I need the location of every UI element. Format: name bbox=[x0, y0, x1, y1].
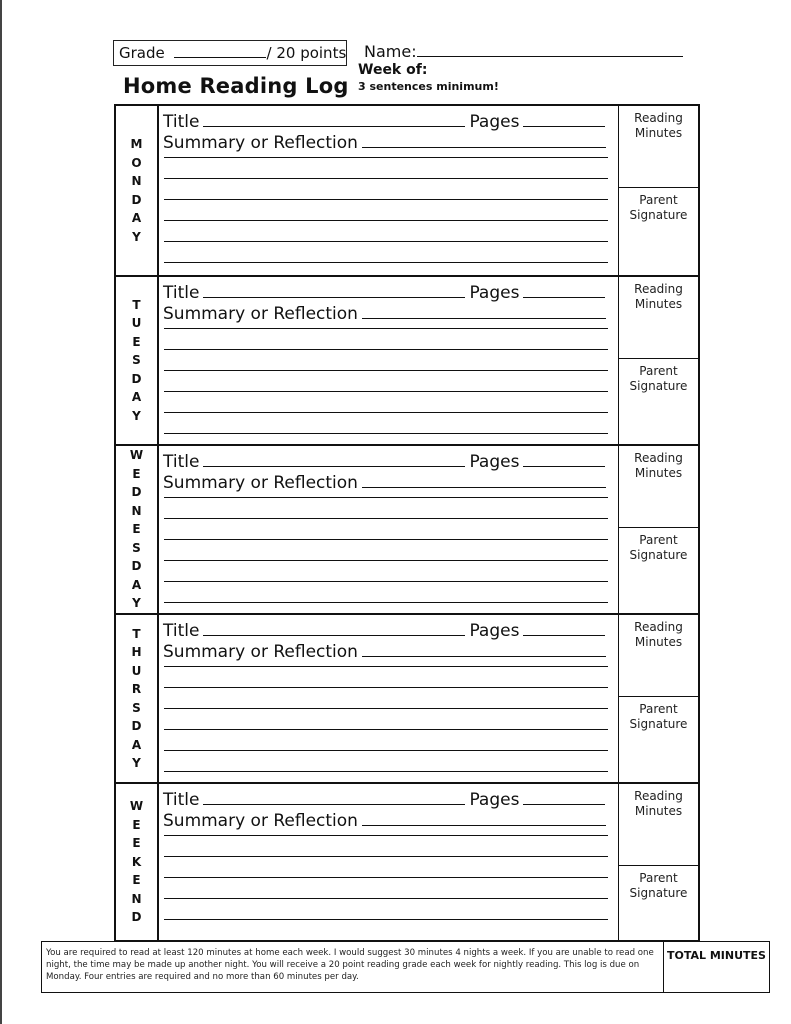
name-blank[interactable] bbox=[417, 56, 683, 57]
side-divider bbox=[619, 865, 698, 866]
writing-line[interactable] bbox=[164, 708, 608, 709]
writing-line[interactable] bbox=[164, 771, 608, 772]
title-line bbox=[163, 790, 605, 810]
day-label bbox=[116, 615, 159, 782]
side-column bbox=[618, 106, 698, 275]
day-letter: E bbox=[132, 334, 141, 349]
page-left-edge bbox=[0, 0, 2, 1024]
parent-signature-cell[interactable]: Parent Signature bbox=[629, 702, 688, 731]
title-label: Title bbox=[163, 283, 200, 303]
writing-line[interactable] bbox=[164, 157, 608, 158]
day-letter: N bbox=[131, 174, 142, 188]
total-minutes-cell[interactable] bbox=[663, 942, 769, 992]
day-letter: D bbox=[131, 719, 142, 733]
day-letter: A bbox=[131, 390, 142, 405]
writing-line[interactable] bbox=[164, 199, 608, 200]
summary-label: Summary or Reflection bbox=[163, 133, 358, 153]
day-letter: E bbox=[132, 522, 141, 537]
day-letter: T bbox=[132, 297, 141, 312]
day-letter: D bbox=[131, 192, 142, 207]
summary-line bbox=[163, 811, 606, 831]
reading-minutes-cell[interactable]: Reading Minutes bbox=[634, 451, 683, 480]
summary-blank[interactable] bbox=[362, 825, 606, 826]
writing-line[interactable] bbox=[164, 919, 608, 920]
entry-area bbox=[159, 446, 618, 613]
title-label: Title bbox=[163, 790, 200, 810]
day-letter: W bbox=[129, 448, 144, 463]
writing-line[interactable] bbox=[164, 750, 608, 751]
day-letter: A bbox=[131, 211, 142, 225]
day-letter: S bbox=[132, 540, 141, 555]
side-column bbox=[618, 446, 698, 613]
pages-label: Pages bbox=[469, 621, 520, 641]
day-row-weekend bbox=[116, 782, 698, 940]
day-letter: E bbox=[132, 873, 141, 888]
instructions-text: You are required to read at least 120 minutes at home each week. I would suggest 30 minutes 4 nights a week. If you are unable to read one night, the time may be made up another night. You will receive a 20 point reading grade each week for nightly reading. This log is due on Monday. Four entries are required and no more than 60 minutes per day. bbox=[46, 948, 654, 982]
writing-line[interactable] bbox=[164, 178, 608, 179]
day-letter: H bbox=[131, 645, 142, 659]
title-line bbox=[163, 621, 605, 641]
title-label: Title bbox=[163, 452, 200, 472]
side-column bbox=[618, 615, 698, 782]
entry-area bbox=[159, 784, 618, 940]
reading-minutes-cell[interactable]: Reading Minutes bbox=[634, 620, 683, 649]
day-label bbox=[116, 446, 159, 613]
summary-blank[interactable] bbox=[362, 318, 606, 319]
day-letter: Y bbox=[132, 229, 141, 244]
writing-line[interactable] bbox=[164, 349, 608, 350]
entry-area bbox=[159, 277, 618, 444]
title-line bbox=[163, 112, 605, 132]
reading-minutes-cell[interactable]: Reading Minutes bbox=[634, 282, 683, 311]
day-letter: A bbox=[131, 577, 142, 592]
title-label: Title bbox=[163, 621, 200, 641]
day-letter: Y bbox=[132, 596, 141, 611]
writing-line[interactable] bbox=[164, 497, 608, 498]
day-letter: Y bbox=[132, 756, 141, 770]
reading-minutes-cell[interactable]: Reading Minutes bbox=[634, 789, 683, 818]
title-label: Title bbox=[163, 112, 200, 132]
title-line bbox=[163, 283, 605, 303]
entry-area bbox=[159, 615, 618, 782]
writing-line[interactable] bbox=[164, 729, 608, 730]
day-letter: U bbox=[131, 663, 142, 678]
day-letter: A bbox=[131, 737, 142, 752]
writing-line[interactable] bbox=[164, 666, 608, 667]
summary-label: Summary or Reflection bbox=[163, 473, 358, 493]
title-blank[interactable] bbox=[203, 126, 465, 127]
day-letter: N bbox=[131, 891, 142, 906]
parent-signature-cell[interactable]: Parent Signature bbox=[629, 533, 688, 562]
writing-line[interactable] bbox=[164, 581, 608, 582]
day-letter: S bbox=[132, 700, 141, 715]
reading-minutes-cell[interactable]: Reading Minutes bbox=[634, 111, 683, 140]
day-row-monday bbox=[116, 106, 698, 275]
writing-line[interactable] bbox=[164, 220, 608, 221]
day-letter: R bbox=[131, 682, 142, 696]
summary-line bbox=[163, 304, 606, 324]
points-label: / 20 points bbox=[266, 44, 347, 62]
pages-blank[interactable] bbox=[523, 466, 605, 467]
name-label: Name: bbox=[364, 42, 417, 61]
summary-blank[interactable] bbox=[362, 147, 606, 148]
day-label bbox=[116, 277, 159, 444]
pages-blank[interactable] bbox=[523, 635, 605, 636]
day-letter: E bbox=[132, 466, 141, 481]
name-line bbox=[364, 42, 683, 61]
summary-blank[interactable] bbox=[362, 656, 606, 657]
day-letter: E bbox=[132, 817, 141, 832]
grade-label: Grade bbox=[119, 44, 165, 62]
day-letter: U bbox=[131, 316, 142, 331]
summary-label: Summary or Reflection bbox=[163, 811, 358, 831]
pages-blank[interactable] bbox=[523, 804, 605, 805]
summary-line bbox=[163, 133, 606, 153]
writing-line[interactable] bbox=[164, 602, 608, 603]
day-letter: O bbox=[131, 155, 142, 170]
writing-line[interactable] bbox=[164, 391, 608, 392]
writing-line[interactable] bbox=[164, 518, 608, 519]
summary-blank[interactable] bbox=[362, 487, 606, 488]
day-letter: T bbox=[132, 626, 141, 641]
day-letter: M bbox=[130, 137, 143, 151]
writing-line[interactable] bbox=[164, 877, 608, 878]
page-title: Home Reading Log bbox=[123, 74, 349, 98]
entry-area bbox=[159, 106, 618, 275]
summary-label: Summary or Reflection bbox=[163, 304, 358, 324]
title-blank[interactable] bbox=[203, 804, 465, 805]
side-divider bbox=[619, 358, 698, 359]
day-letter: D bbox=[131, 371, 142, 386]
day-letter: Y bbox=[132, 408, 141, 423]
reading-log-table bbox=[114, 104, 700, 942]
parent-signature-cell[interactable]: Parent Signature bbox=[629, 871, 688, 900]
day-row-tuesday bbox=[116, 275, 698, 444]
pages-label: Pages bbox=[469, 790, 520, 810]
day-letter: D bbox=[131, 485, 142, 500]
writing-line[interactable] bbox=[164, 560, 608, 561]
minimum-note: 3 sentences minimum! bbox=[358, 80, 499, 93]
writing-line[interactable] bbox=[164, 370, 608, 371]
writing-line[interactable] bbox=[164, 328, 608, 329]
pages-label: Pages bbox=[469, 452, 520, 472]
summary-line bbox=[163, 642, 606, 662]
title-blank[interactable] bbox=[203, 635, 465, 636]
writing-line[interactable] bbox=[164, 262, 608, 263]
side-divider bbox=[619, 187, 698, 188]
side-divider bbox=[619, 696, 698, 697]
writing-line[interactable] bbox=[164, 241, 608, 242]
grade-box bbox=[113, 40, 347, 66]
total-minutes-label: TOTAL MINUTES bbox=[667, 949, 766, 962]
day-letter: D bbox=[131, 559, 142, 574]
title-blank[interactable] bbox=[203, 466, 465, 467]
side-column bbox=[618, 784, 698, 940]
summary-label: Summary or Reflection bbox=[163, 642, 358, 662]
summary-line bbox=[163, 473, 606, 493]
writing-line[interactable] bbox=[164, 835, 608, 836]
day-letter: S bbox=[132, 353, 141, 368]
writing-line[interactable] bbox=[164, 412, 608, 413]
parent-signature-cell[interactable]: Parent Signature bbox=[629, 364, 688, 393]
day-letter: W bbox=[129, 799, 144, 814]
pages-blank[interactable] bbox=[523, 297, 605, 298]
parent-signature-cell[interactable]: Parent Signature bbox=[629, 193, 688, 222]
title-blank[interactable] bbox=[203, 297, 465, 298]
week-of-label: Week of: bbox=[358, 62, 428, 78]
title-line bbox=[163, 452, 605, 472]
footer-instructions-box bbox=[41, 941, 770, 993]
day-row-wednesday bbox=[116, 444, 698, 613]
side-column bbox=[618, 277, 698, 444]
pages-label: Pages bbox=[469, 283, 520, 303]
side-divider bbox=[619, 527, 698, 528]
day-letter: E bbox=[132, 836, 141, 851]
pages-label: Pages bbox=[469, 112, 520, 132]
day-label bbox=[116, 106, 159, 275]
writing-line[interactable] bbox=[164, 433, 608, 434]
writing-line[interactable] bbox=[164, 539, 608, 540]
day-label bbox=[116, 784, 159, 940]
writing-line[interactable] bbox=[164, 856, 608, 857]
grade-blank[interactable] bbox=[174, 57, 266, 58]
pages-blank[interactable] bbox=[523, 126, 605, 127]
day-letter: D bbox=[131, 910, 142, 925]
day-letter: K bbox=[131, 854, 142, 869]
writing-line[interactable] bbox=[164, 687, 608, 688]
day-letter: N bbox=[131, 503, 142, 518]
day-row-thursday bbox=[116, 613, 698, 782]
writing-line[interactable] bbox=[164, 898, 608, 899]
